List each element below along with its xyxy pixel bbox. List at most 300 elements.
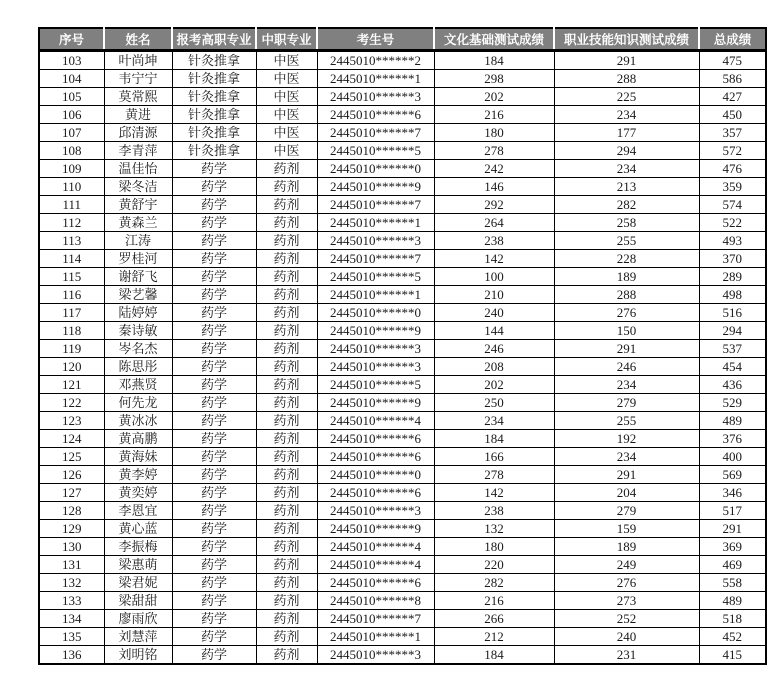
cell-name: 何先龙 [104, 394, 172, 412]
cell-culture-score: 298 [434, 70, 554, 88]
cell-culture-score: 144 [434, 322, 554, 340]
cell-name: 莫常熙 [104, 88, 172, 106]
cell-applied-major: 药学 [172, 358, 256, 376]
cell-skill-score: 276 [554, 304, 699, 322]
cell-total-score: 518 [699, 610, 766, 628]
cell-applied-major: 药学 [172, 322, 256, 340]
cell-candidate-no: 2445010******6 [317, 484, 434, 502]
cell-applied-major: 药学 [172, 484, 256, 502]
table-row [39, 232, 766, 250]
cell-culture-score: 180 [434, 538, 554, 556]
cell-total-score: 370 [699, 250, 766, 268]
cell-total-score: 517 [699, 502, 766, 520]
cell-total-score: 376 [699, 430, 766, 448]
cell-applied-major: 药学 [172, 466, 256, 484]
cell-applied-major: 药学 [172, 502, 256, 520]
cell-skill-score: 240 [554, 628, 699, 646]
cell-skill-score: 291 [554, 466, 699, 484]
header-seq: 序号 [39, 28, 104, 51]
table-row [39, 430, 766, 448]
cell-applied-major: 针灸推拿 [172, 124, 256, 142]
cell-secondary-major: 药剂 [256, 322, 317, 340]
cell-total-score: 289 [699, 268, 766, 286]
cell-skill-score: 291 [554, 340, 699, 358]
cell-skill-score: 234 [554, 106, 699, 124]
cell-culture-score: 278 [434, 466, 554, 484]
cell-candidate-no: 2445010******0 [317, 304, 434, 322]
cell-total-score: 369 [699, 538, 766, 556]
table-row [39, 250, 766, 268]
cell-seq: 131 [39, 556, 104, 574]
cell-total-score: 489 [699, 592, 766, 610]
cell-total-score: 400 [699, 448, 766, 466]
cell-seq: 119 [39, 340, 104, 358]
cell-applied-major: 药学 [172, 448, 256, 466]
cell-skill-score: 189 [554, 538, 699, 556]
cell-secondary-major: 药剂 [256, 178, 317, 196]
cell-name: 黄森兰 [104, 214, 172, 232]
table-row [39, 322, 766, 340]
table-row [39, 124, 766, 142]
cell-name: 黄高鹏 [104, 430, 172, 448]
cell-skill-score: 249 [554, 556, 699, 574]
cell-seq: 130 [39, 538, 104, 556]
cell-skill-score: 279 [554, 502, 699, 520]
table-row [39, 466, 766, 484]
cell-name: 梁冬洁 [104, 178, 172, 196]
cell-name: 黄李婷 [104, 466, 172, 484]
cell-applied-major: 针灸推拿 [172, 142, 256, 160]
cell-candidate-no: 2445010******9 [317, 322, 434, 340]
cell-total-score: 359 [699, 178, 766, 196]
cell-total-score: 427 [699, 88, 766, 106]
cell-secondary-major: 药剂 [256, 340, 317, 358]
cell-applied-major: 药学 [172, 538, 256, 556]
cell-culture-score: 142 [434, 250, 554, 268]
cell-secondary-major: 中医 [256, 106, 317, 124]
cell-skill-score: 159 [554, 520, 699, 538]
cell-applied-major: 药学 [172, 610, 256, 628]
cell-candidate-no: 2445010******7 [317, 250, 434, 268]
cell-seq: 109 [39, 160, 104, 178]
cell-applied-major: 针灸推拿 [172, 88, 256, 106]
cell-secondary-major: 药剂 [256, 502, 317, 520]
cell-name: 邓燕贤 [104, 376, 172, 394]
cell-candidate-no: 2445010******0 [317, 160, 434, 178]
table-row [39, 51, 766, 70]
cell-applied-major: 针灸推拿 [172, 51, 256, 70]
table-row [39, 160, 766, 178]
cell-candidate-no: 2445010******7 [317, 124, 434, 142]
cell-candidate-no: 2445010******1 [317, 70, 434, 88]
cell-applied-major: 药学 [172, 178, 256, 196]
cell-culture-score: 184 [434, 646, 554, 665]
cell-secondary-major: 中医 [256, 142, 317, 160]
table-row [39, 610, 766, 628]
cell-candidate-no: 2445010******2 [317, 51, 434, 70]
cell-candidate-no: 2445010******3 [317, 646, 434, 665]
cell-secondary-major: 药剂 [256, 250, 317, 268]
cell-applied-major: 针灸推拿 [172, 106, 256, 124]
cell-culture-score: 212 [434, 628, 554, 646]
cell-candidate-no: 2445010******7 [317, 610, 434, 628]
cell-name: 李恩宜 [104, 502, 172, 520]
cell-applied-major: 药学 [172, 628, 256, 646]
table-row [39, 70, 766, 88]
cell-candidate-no: 2445010******6 [317, 430, 434, 448]
cell-name: 秦诗敏 [104, 322, 172, 340]
cell-skill-score: 204 [554, 484, 699, 502]
cell-skill-score: 228 [554, 250, 699, 268]
cell-secondary-major: 药剂 [256, 574, 317, 592]
cell-total-score: 450 [699, 106, 766, 124]
cell-secondary-major: 药剂 [256, 268, 317, 286]
cell-secondary-major: 药剂 [256, 358, 317, 376]
cell-applied-major: 药学 [172, 394, 256, 412]
cell-seq: 113 [39, 232, 104, 250]
cell-seq: 110 [39, 178, 104, 196]
cell-name: 黄舒宇 [104, 196, 172, 214]
cell-candidate-no: 2445010******6 [317, 574, 434, 592]
cell-seq: 132 [39, 574, 104, 592]
cell-skill-score: 258 [554, 214, 699, 232]
cell-culture-score: 166 [434, 448, 554, 466]
cell-candidate-no: 2445010******6 [317, 448, 434, 466]
cell-candidate-no: 2445010******6 [317, 106, 434, 124]
cell-secondary-major: 药剂 [256, 232, 317, 250]
cell-seq: 116 [39, 286, 104, 304]
cell-culture-score: 220 [434, 556, 554, 574]
cell-candidate-no: 2445010******8 [317, 592, 434, 610]
cell-total-score: 436 [699, 376, 766, 394]
cell-name: 江涛 [104, 232, 172, 250]
table-row [39, 592, 766, 610]
cell-total-score: 357 [699, 124, 766, 142]
cell-secondary-major: 药剂 [256, 520, 317, 538]
cell-candidate-no: 2445010******5 [317, 142, 434, 160]
cell-skill-score: 294 [554, 142, 699, 160]
cell-culture-score: 208 [434, 358, 554, 376]
cell-culture-score: 278 [434, 142, 554, 160]
cell-seq: 121 [39, 376, 104, 394]
cell-total-score: 346 [699, 484, 766, 502]
cell-name: 邱清源 [104, 124, 172, 142]
cell-total-score: 415 [699, 646, 766, 665]
cell-culture-score: 216 [434, 106, 554, 124]
cell-total-score: 493 [699, 232, 766, 250]
cell-applied-major: 药学 [172, 376, 256, 394]
cell-applied-major: 药学 [172, 196, 256, 214]
cell-skill-score: 291 [554, 51, 699, 70]
cell-culture-score: 266 [434, 610, 554, 628]
cell-total-score: 489 [699, 412, 766, 430]
cell-secondary-major: 药剂 [256, 304, 317, 322]
cell-candidate-no: 2445010******5 [317, 268, 434, 286]
cell-name: 梁君妮 [104, 574, 172, 592]
header-secondary-major: 中职专业 [256, 28, 317, 51]
cell-total-score: 586 [699, 70, 766, 88]
table-row [39, 304, 766, 322]
cell-culture-score: 184 [434, 51, 554, 70]
cell-seq: 117 [39, 304, 104, 322]
cell-name: 陈思彤 [104, 358, 172, 376]
cell-culture-score: 250 [434, 394, 554, 412]
cell-applied-major: 药学 [172, 556, 256, 574]
cell-seq: 127 [39, 484, 104, 502]
cell-secondary-major: 药剂 [256, 376, 317, 394]
cell-applied-major: 药学 [172, 160, 256, 178]
cell-culture-score: 184 [434, 430, 554, 448]
cell-name: 叶尚坤 [104, 51, 172, 70]
cell-skill-score: 231 [554, 646, 699, 665]
cell-name: 岑名杰 [104, 340, 172, 358]
cell-name: 陆婷婷 [104, 304, 172, 322]
cell-secondary-major: 中医 [256, 124, 317, 142]
cell-skill-score: 234 [554, 160, 699, 178]
cell-total-score: 469 [699, 556, 766, 574]
cell-skill-score: 276 [554, 574, 699, 592]
cell-skill-score: 225 [554, 88, 699, 106]
cell-skill-score: 279 [554, 394, 699, 412]
cell-name: 梁艺馨 [104, 286, 172, 304]
cell-candidate-no: 2445010******3 [317, 502, 434, 520]
table-row [39, 358, 766, 376]
cell-applied-major: 药学 [172, 574, 256, 592]
table-row [39, 556, 766, 574]
header-candidate-no: 考生号 [317, 28, 434, 51]
cell-total-score: 475 [699, 51, 766, 70]
cell-seq: 111 [39, 196, 104, 214]
cell-skill-score: 288 [554, 70, 699, 88]
cell-total-score: 454 [699, 358, 766, 376]
cell-name: 梁惠萌 [104, 556, 172, 574]
cell-skill-score: 273 [554, 592, 699, 610]
cell-seq: 108 [39, 142, 104, 160]
cell-name: 黄奕婷 [104, 484, 172, 502]
cell-seq: 136 [39, 646, 104, 665]
cell-applied-major: 药学 [172, 214, 256, 232]
cell-seq: 126 [39, 466, 104, 484]
cell-culture-score: 202 [434, 376, 554, 394]
table-row [39, 520, 766, 538]
cell-seq: 123 [39, 412, 104, 430]
table-row [39, 448, 766, 466]
header-row [39, 28, 766, 51]
table-row [39, 646, 766, 665]
cell-name: 李振梅 [104, 538, 172, 556]
cell-culture-score: 234 [434, 412, 554, 430]
cell-seq: 124 [39, 430, 104, 448]
cell-name: 韦宁宁 [104, 70, 172, 88]
cell-culture-score: 238 [434, 232, 554, 250]
cell-secondary-major: 药剂 [256, 610, 317, 628]
cell-skill-score: 234 [554, 448, 699, 466]
cell-culture-score: 100 [434, 268, 554, 286]
table-body [39, 51, 766, 665]
cell-name: 廖雨欣 [104, 610, 172, 628]
cell-candidate-no: 2445010******4 [317, 556, 434, 574]
table-header [39, 28, 766, 51]
header-name: 姓名 [104, 28, 172, 51]
cell-total-score: 294 [699, 322, 766, 340]
cell-skill-score: 282 [554, 196, 699, 214]
cell-candidate-no: 2445010******7 [317, 196, 434, 214]
cell-applied-major: 药学 [172, 646, 256, 665]
cell-applied-major: 药学 [172, 340, 256, 358]
cell-skill-score: 255 [554, 412, 699, 430]
cell-skill-score: 288 [554, 286, 699, 304]
cell-secondary-major: 药剂 [256, 646, 317, 665]
cell-skill-score: 213 [554, 178, 699, 196]
cell-applied-major: 药学 [172, 304, 256, 322]
cell-culture-score: 282 [434, 574, 554, 592]
cell-name: 黄海妹 [104, 448, 172, 466]
table-row [39, 178, 766, 196]
cell-candidate-no: 2445010******9 [317, 520, 434, 538]
cell-total-score: 516 [699, 304, 766, 322]
header-culture-score: 文化基础测试成绩 [434, 28, 554, 51]
cell-total-score: 452 [699, 628, 766, 646]
cell-applied-major: 药学 [172, 520, 256, 538]
cell-secondary-major: 中医 [256, 88, 317, 106]
cell-seq: 135 [39, 628, 104, 646]
cell-seq: 105 [39, 88, 104, 106]
table-row [39, 376, 766, 394]
table-row [39, 394, 766, 412]
cell-skill-score: 255 [554, 232, 699, 250]
cell-candidate-no: 2445010******1 [317, 286, 434, 304]
cell-seq: 106 [39, 106, 104, 124]
table-row [39, 340, 766, 358]
cell-skill-score: 177 [554, 124, 699, 142]
cell-skill-score: 234 [554, 376, 699, 394]
cell-name: 罗桂河 [104, 250, 172, 268]
cell-skill-score: 252 [554, 610, 699, 628]
cell-total-score: 574 [699, 196, 766, 214]
cell-culture-score: 246 [434, 340, 554, 358]
cell-seq: 115 [39, 268, 104, 286]
cell-culture-score: 210 [434, 286, 554, 304]
cell-secondary-major: 药剂 [256, 286, 317, 304]
cell-secondary-major: 药剂 [256, 556, 317, 574]
table-row [39, 196, 766, 214]
cell-secondary-major: 中医 [256, 51, 317, 70]
cell-culture-score: 238 [434, 502, 554, 520]
cell-seq: 112 [39, 214, 104, 232]
cell-secondary-major: 药剂 [256, 628, 317, 646]
cell-name: 刘慧萍 [104, 628, 172, 646]
cell-secondary-major: 药剂 [256, 394, 317, 412]
cell-applied-major: 药学 [172, 286, 256, 304]
cell-candidate-no: 2445010******1 [317, 214, 434, 232]
table-row [39, 484, 766, 502]
cell-secondary-major: 药剂 [256, 430, 317, 448]
table-row [39, 538, 766, 556]
cell-secondary-major: 药剂 [256, 412, 317, 430]
cell-total-score: 569 [699, 466, 766, 484]
table-row [39, 142, 766, 160]
cell-culture-score: 202 [434, 88, 554, 106]
cell-candidate-no: 2445010******9 [317, 178, 434, 196]
table-row [39, 88, 766, 106]
cell-name: 温佳怡 [104, 160, 172, 178]
cell-seq: 125 [39, 448, 104, 466]
cell-culture-score: 132 [434, 520, 554, 538]
cell-candidate-no: 2445010******5 [317, 376, 434, 394]
cell-total-score: 522 [699, 214, 766, 232]
cell-name: 刘明铭 [104, 646, 172, 665]
cell-total-score: 291 [699, 520, 766, 538]
cell-seq: 134 [39, 610, 104, 628]
cell-skill-score: 192 [554, 430, 699, 448]
cell-total-score: 498 [699, 286, 766, 304]
table-row [39, 268, 766, 286]
cell-applied-major: 药学 [172, 250, 256, 268]
cell-candidate-no: 2445010******4 [317, 538, 434, 556]
cell-name: 黄冰冰 [104, 412, 172, 430]
cell-seq: 122 [39, 394, 104, 412]
cell-applied-major: 药学 [172, 232, 256, 250]
cell-name: 梁甜甜 [104, 592, 172, 610]
cell-seq: 128 [39, 502, 104, 520]
cell-candidate-no: 2445010******3 [317, 340, 434, 358]
cell-candidate-no: 2445010******3 [317, 358, 434, 376]
cell-total-score: 476 [699, 160, 766, 178]
cell-skill-score: 189 [554, 268, 699, 286]
cell-culture-score: 142 [434, 484, 554, 502]
table-row [39, 106, 766, 124]
cell-skill-score: 246 [554, 358, 699, 376]
cell-candidate-no: 2445010******9 [317, 394, 434, 412]
cell-name: 李青萍 [104, 142, 172, 160]
cell-name: 黄进 [104, 106, 172, 124]
cell-culture-score: 146 [434, 178, 554, 196]
cell-total-score: 529 [699, 394, 766, 412]
cell-seq: 104 [39, 70, 104, 88]
cell-total-score: 572 [699, 142, 766, 160]
header-total-score: 总成绩 [699, 28, 766, 51]
cell-candidate-no: 2445010******0 [317, 466, 434, 484]
cell-seq: 114 [39, 250, 104, 268]
cell-secondary-major: 药剂 [256, 538, 317, 556]
cell-culture-score: 216 [434, 592, 554, 610]
table-row [39, 628, 766, 646]
cell-secondary-major: 药剂 [256, 214, 317, 232]
cell-applied-major: 药学 [172, 592, 256, 610]
header-applied-major: 报考高职专业 [172, 28, 256, 51]
cell-candidate-no: 2445010******3 [317, 232, 434, 250]
score-table [38, 27, 767, 665]
cell-culture-score: 242 [434, 160, 554, 178]
cell-culture-score: 292 [434, 196, 554, 214]
cell-total-score: 558 [699, 574, 766, 592]
cell-secondary-major: 药剂 [256, 592, 317, 610]
cell-secondary-major: 药剂 [256, 484, 317, 502]
cell-skill-score: 150 [554, 322, 699, 340]
cell-applied-major: 药学 [172, 430, 256, 448]
table-row [39, 574, 766, 592]
cell-candidate-no: 2445010******1 [317, 628, 434, 646]
cell-seq: 120 [39, 358, 104, 376]
cell-name: 谢舒飞 [104, 268, 172, 286]
cell-total-score: 537 [699, 340, 766, 358]
cell-name: 黄心蓝 [104, 520, 172, 538]
cell-seq: 107 [39, 124, 104, 142]
cell-seq: 103 [39, 51, 104, 70]
table-row [39, 412, 766, 430]
cell-secondary-major: 中医 [256, 70, 317, 88]
cell-applied-major: 药学 [172, 268, 256, 286]
